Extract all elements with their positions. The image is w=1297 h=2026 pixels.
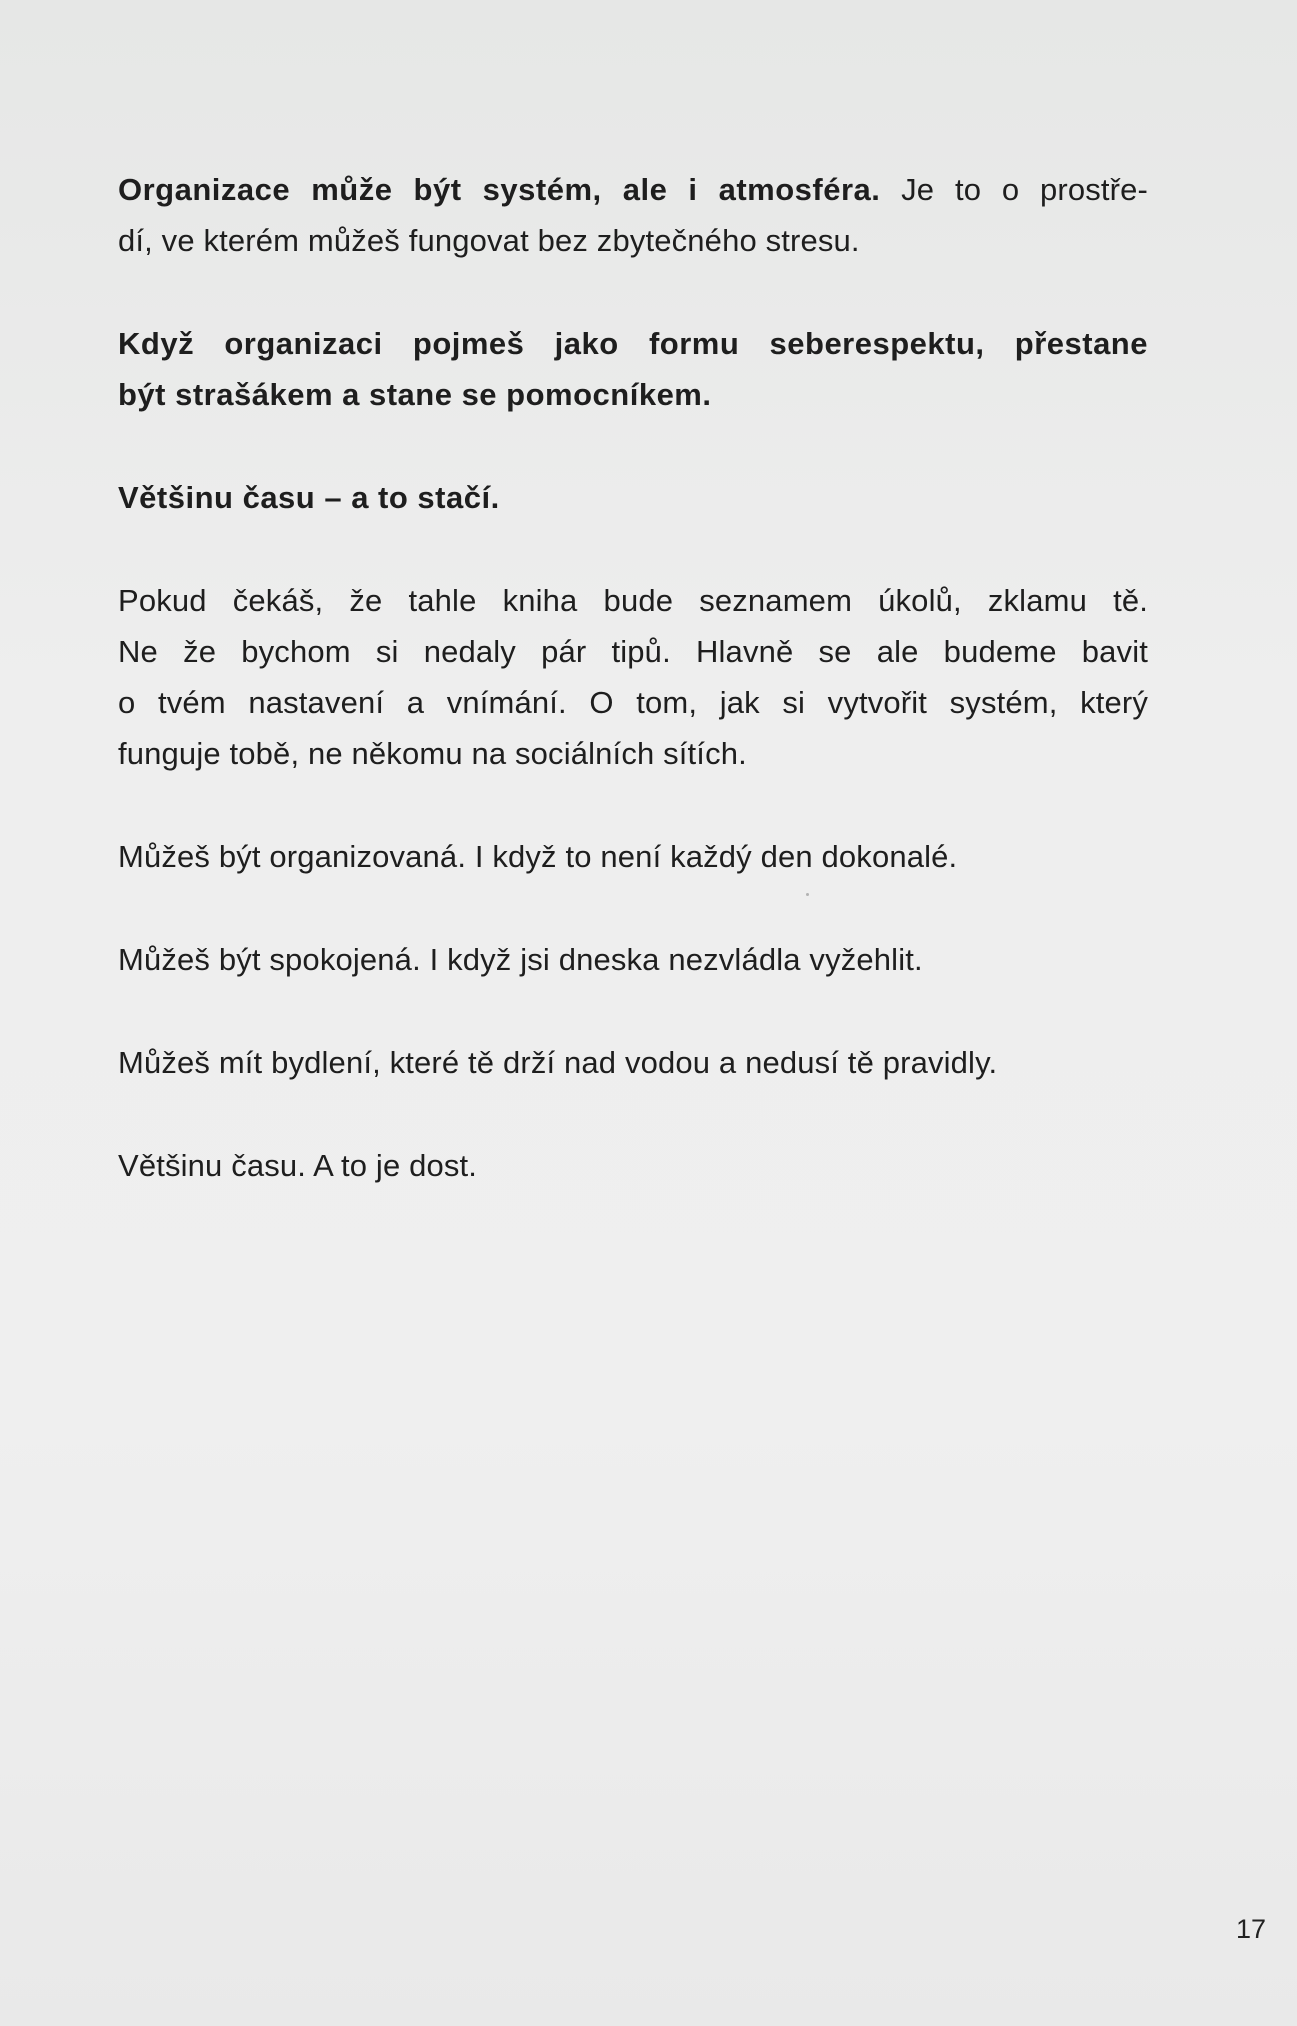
text-line [118,728,1148,779]
body-text: Můžeš být organizovaná. I když to není každý den dokonalé. [118,839,958,874]
body-text: Můžeš být spokojená. I když jsi dneska nezvládla vyžehlit. [118,942,923,977]
body-text: Je to o prostře- [880,172,1148,207]
page-number: 17 [1235,1914,1266,1944]
text-line [118,1037,1148,1088]
paragraph-2 [118,318,1148,420]
text-line [118,318,1148,369]
text-line [118,1140,1148,1191]
body-text: o tvém nastavení a vnímání. O tom, jak si vytvořit systém, který [118,685,1148,720]
text-block [118,164,1148,1191]
body-text: funguje tobě, ne někomu na sociálních sítích. [118,736,747,771]
paragraph-8 [118,1140,1148,1191]
paper-speck [806,893,809,896]
text-line [118,575,1148,626]
paragraph-3 [118,472,1148,523]
text-line [118,831,1148,882]
paragraph-6 [118,934,1148,985]
body-text: Většinu času. A to je dost. [118,1148,478,1183]
text-line [118,369,1148,420]
bold-text: být strašákem a stane se pomocníkem. [118,377,712,412]
bold-text: Většinu času – a to stačí. [118,480,500,515]
text-line [118,164,1148,215]
text-line [118,626,1148,677]
body-text: Ne že bychom si nedaly pár tipů. Hlavně se ale budeme bavit [118,634,1148,669]
paragraph-7 [118,1037,1148,1088]
text-line [118,934,1148,985]
bold-text: Když organizaci pojmeš jako formu seberespektu, přestane [118,326,1148,361]
text-line [118,677,1148,728]
paragraph-4 [118,575,1148,779]
text-line [118,215,1148,266]
body-text: dí, ve kterém můžeš fungovat bez zbytečného stresu. [118,223,860,258]
paragraph-1 [118,164,1148,266]
body-text: Můžeš mít bydlení, které tě drží nad vodou a nedusí tě pravidly. [118,1045,998,1080]
paragraph-5 [118,831,1148,882]
body-text: Pokud čekáš, že tahle kniha bude seznamem úkolů, zklamu tě. [118,583,1148,618]
text-line [118,472,1148,523]
bold-text: Organizace může být systém, ale i atmosféra. [118,172,881,207]
